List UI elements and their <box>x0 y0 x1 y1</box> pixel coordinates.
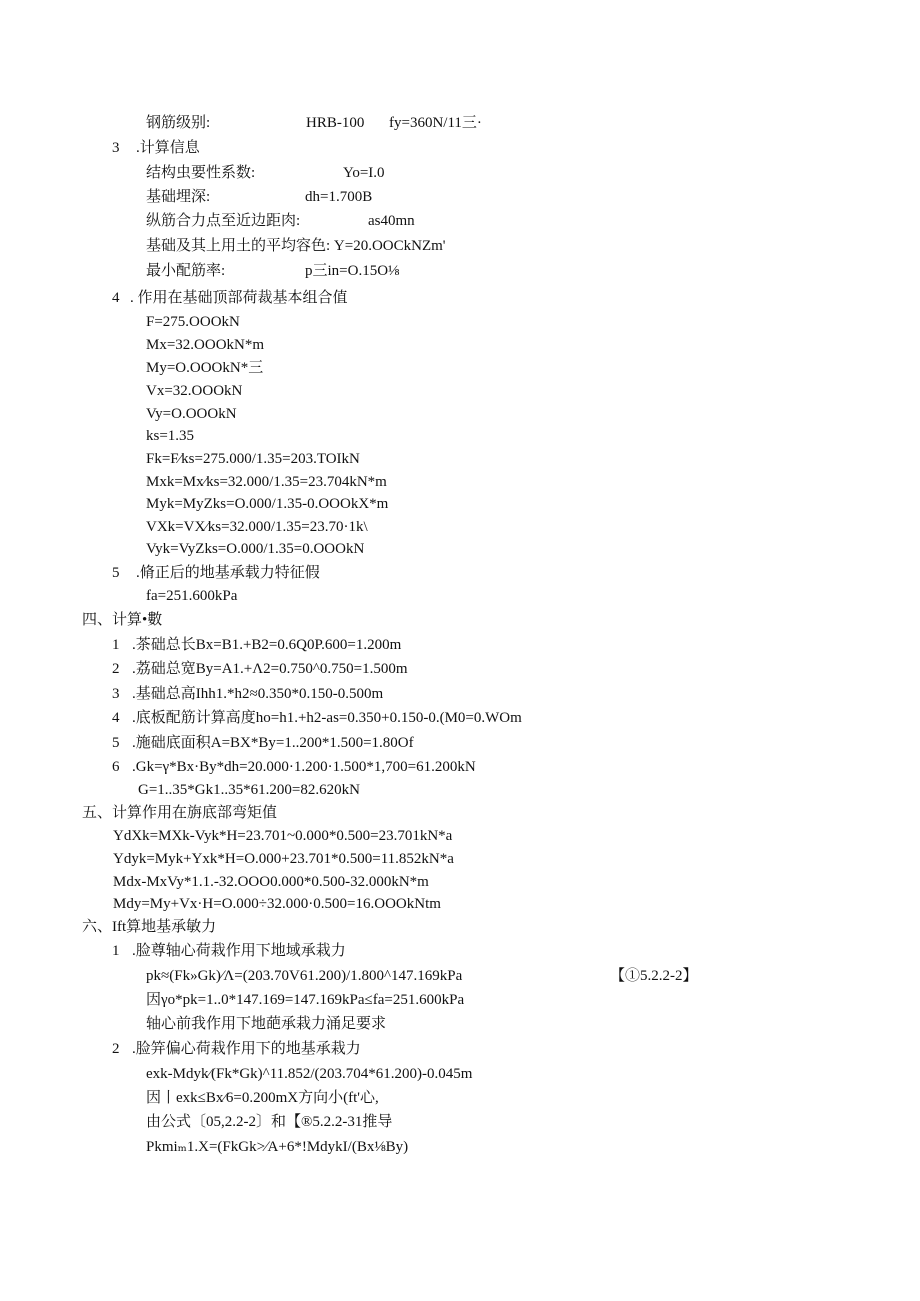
section4-number: 4 <box>112 290 120 306</box>
depth-label: 基础埋深: <box>146 189 211 205</box>
formula-derivation: 由公式〔05,2.2-2〕和【®5.2.2-31推导 <box>146 1114 393 1130</box>
cover-label: 纵筋合力点至近边距肉: <box>146 213 301 229</box>
depth-line <box>146 187 373 207</box>
section-five-heading: 五、计算作用在旃底部弯矩值 <box>82 805 278 821</box>
moment-1: YdXk=MXk-Vyk*H=23.701~0.000*0.500=23.701kN*a <box>113 828 453 844</box>
rebar-fy: fy=360N/11三· <box>389 115 482 131</box>
unit-weight-label: 基础及其上用土的平均容色: <box>146 238 331 254</box>
section5-heading <box>112 563 320 583</box>
calc-item-6-text: .Gk=γ*Bx·By*dh=20.000·1.200·1.500*1,700=61.200kN <box>132 759 476 775</box>
pk-line <box>146 966 746 986</box>
bearing-fa: fa=251.600kPa <box>146 588 238 604</box>
load-f: F=275.OOOkN <box>146 314 240 330</box>
importance-line <box>146 163 385 183</box>
cover-line <box>146 211 415 231</box>
pk-conclusion: 轴心前我作用下地葩承栽力涌足要求 <box>146 1016 387 1032</box>
pk-reference: 【①5.2.2-2】 <box>610 968 698 984</box>
eccentricity-check: 因丨exk≤Bx⁄6=0.200mX方向小(ft'心, <box>146 1090 379 1106</box>
calc-item-6 <box>112 757 476 777</box>
calc-item-2-text: .荔础总宽By=A1.+Λ2=0.750^0.750=1.500m <box>132 661 408 677</box>
verify-1-title: .脸尊轴心荷栽作用下地域承栽力 <box>132 943 346 959</box>
calc-item-5-text: .施础底面积A=BX*By=1..200*1.500=1.80Of <box>132 735 414 751</box>
calc-item-1 <box>112 635 402 655</box>
calc-item-2-number: 2 <box>112 661 120 677</box>
load-vyk: Vyk=VyZks=O.000/1.35=0.OOOkN <box>146 541 365 557</box>
moment-3: Mdx-MxVy*1.1.-32.OOO0.000*0.500-32.000kN*m <box>113 874 429 890</box>
load-mxk: Mxk=Mx⁄ks=32.000/1.35=23.704kN*m <box>146 474 387 490</box>
min-ratio-value: p三in=O.15O⅛ <box>305 263 400 279</box>
section3-title: .计算信息 <box>136 140 200 156</box>
section5-number: 5 <box>112 565 120 581</box>
importance-label: 结构虫要性系数: <box>146 165 256 181</box>
verify-2-title: .脸笄偏心荷栽作用下的地基承栽力 <box>132 1041 361 1057</box>
calc-item-5 <box>112 733 414 753</box>
calc-item-4-number: 4 <box>112 710 120 726</box>
rebar-line <box>146 113 482 133</box>
load-mx: Mx=32.OOOkN*m <box>146 337 265 353</box>
load-vx: Vx=32.OOOkN <box>146 383 243 399</box>
verify-1-number: 1 <box>112 943 120 959</box>
min-ratio-line <box>146 261 400 281</box>
verify-2-number: 2 <box>112 1041 120 1057</box>
load-myk: Myk=MyZks=O.000/1.35-0.OOOkX*m <box>146 496 389 512</box>
min-ratio-label: 最小配筋率: <box>146 263 226 279</box>
load-vy: Vy=O.OOOkN <box>146 406 237 422</box>
calc-item-3-text: .基础总高Ihh1.*h2≈0.350*0.150-0.500m <box>132 686 384 702</box>
pk-check: 因γo*pk=1..0*147.169=147.169kPa≤fa=251.600kPa <box>146 992 465 1008</box>
cover-value: as40mn <box>368 213 415 229</box>
section-four-heading: 四、计算•數 <box>82 612 163 628</box>
pkmin-formula: Pkmiₘ1.X=(FkGk>⁄A+6*!MdykI/(Bx⅛By) <box>146 1139 409 1155</box>
calc-item-4-text: .底板配筋计算高度ho=h1.+h2-as=0.350+0.150-0.(M0=0.WOm <box>132 710 522 726</box>
pk-formula: pk≈(Fk»Gk)⁄Λ=(203.70V61.200)/1.800^147.169kPa <box>146 968 463 984</box>
calc-item-4 <box>112 708 522 728</box>
calc-item-1-text: .茶础总长Bx=B1.+B2=0.6Q0P.600=1.200m <box>132 637 402 653</box>
moment-2: Ydyk=Myk+Yxk*H=O.000+23.701*0.500=11.852kN*a <box>113 851 454 867</box>
section-six-heading: 六、Ift算地基承敏力 <box>82 919 217 935</box>
calc-item-3 <box>112 684 384 704</box>
load-my: My=O.OOOkN*三 <box>146 360 264 376</box>
eccentricity-formula: exk-Mdyk⁄(Fk*Gk)^11.852/(203.704*61.200)-0.045m <box>146 1066 473 1082</box>
calc-item-1-number: 1 <box>112 637 120 653</box>
rebar-label: 钢筋级别: <box>146 115 211 131</box>
unit-weight-line <box>146 236 446 256</box>
moment-4: Mdy=My+Vx·H=O.000÷32.000·0.500=16.OOOkNtm <box>113 896 441 912</box>
load-fk: Fk=F⁄ks=275.000/1.35=203.TOIkN <box>146 451 360 467</box>
depth-value: dh=1.700B <box>305 189 373 205</box>
calc-g: G=1..35*Gk1..35*61.200=82.620kN <box>138 782 360 798</box>
rebar-grade: HRB-100 <box>306 115 365 131</box>
verify-1-heading <box>112 941 346 961</box>
load-ks: ks=1.35 <box>146 428 195 444</box>
calc-item-6-number: 6 <box>112 759 120 775</box>
section4-heading <box>112 288 348 308</box>
section4-title: . 作用在基础顶部荷裁基本组合值 <box>130 290 348 306</box>
section3-heading <box>112 138 200 158</box>
load-vxk: VXk=VX⁄ks=32.000/1.35=23.70·1k\ <box>146 519 368 535</box>
calc-item-3-number: 3 <box>112 686 120 702</box>
importance-value: Yo=I.0 <box>343 165 385 181</box>
verify-2-heading <box>112 1039 361 1059</box>
unit-weight-value: Y=20.OOCkNZm' <box>333 238 446 254</box>
section5-title: .脩正后的地基承载力特征假 <box>136 565 320 581</box>
calc-item-2 <box>112 659 408 679</box>
calc-item-5-number: 5 <box>112 735 120 751</box>
section3-number: 3 <box>112 140 120 156</box>
